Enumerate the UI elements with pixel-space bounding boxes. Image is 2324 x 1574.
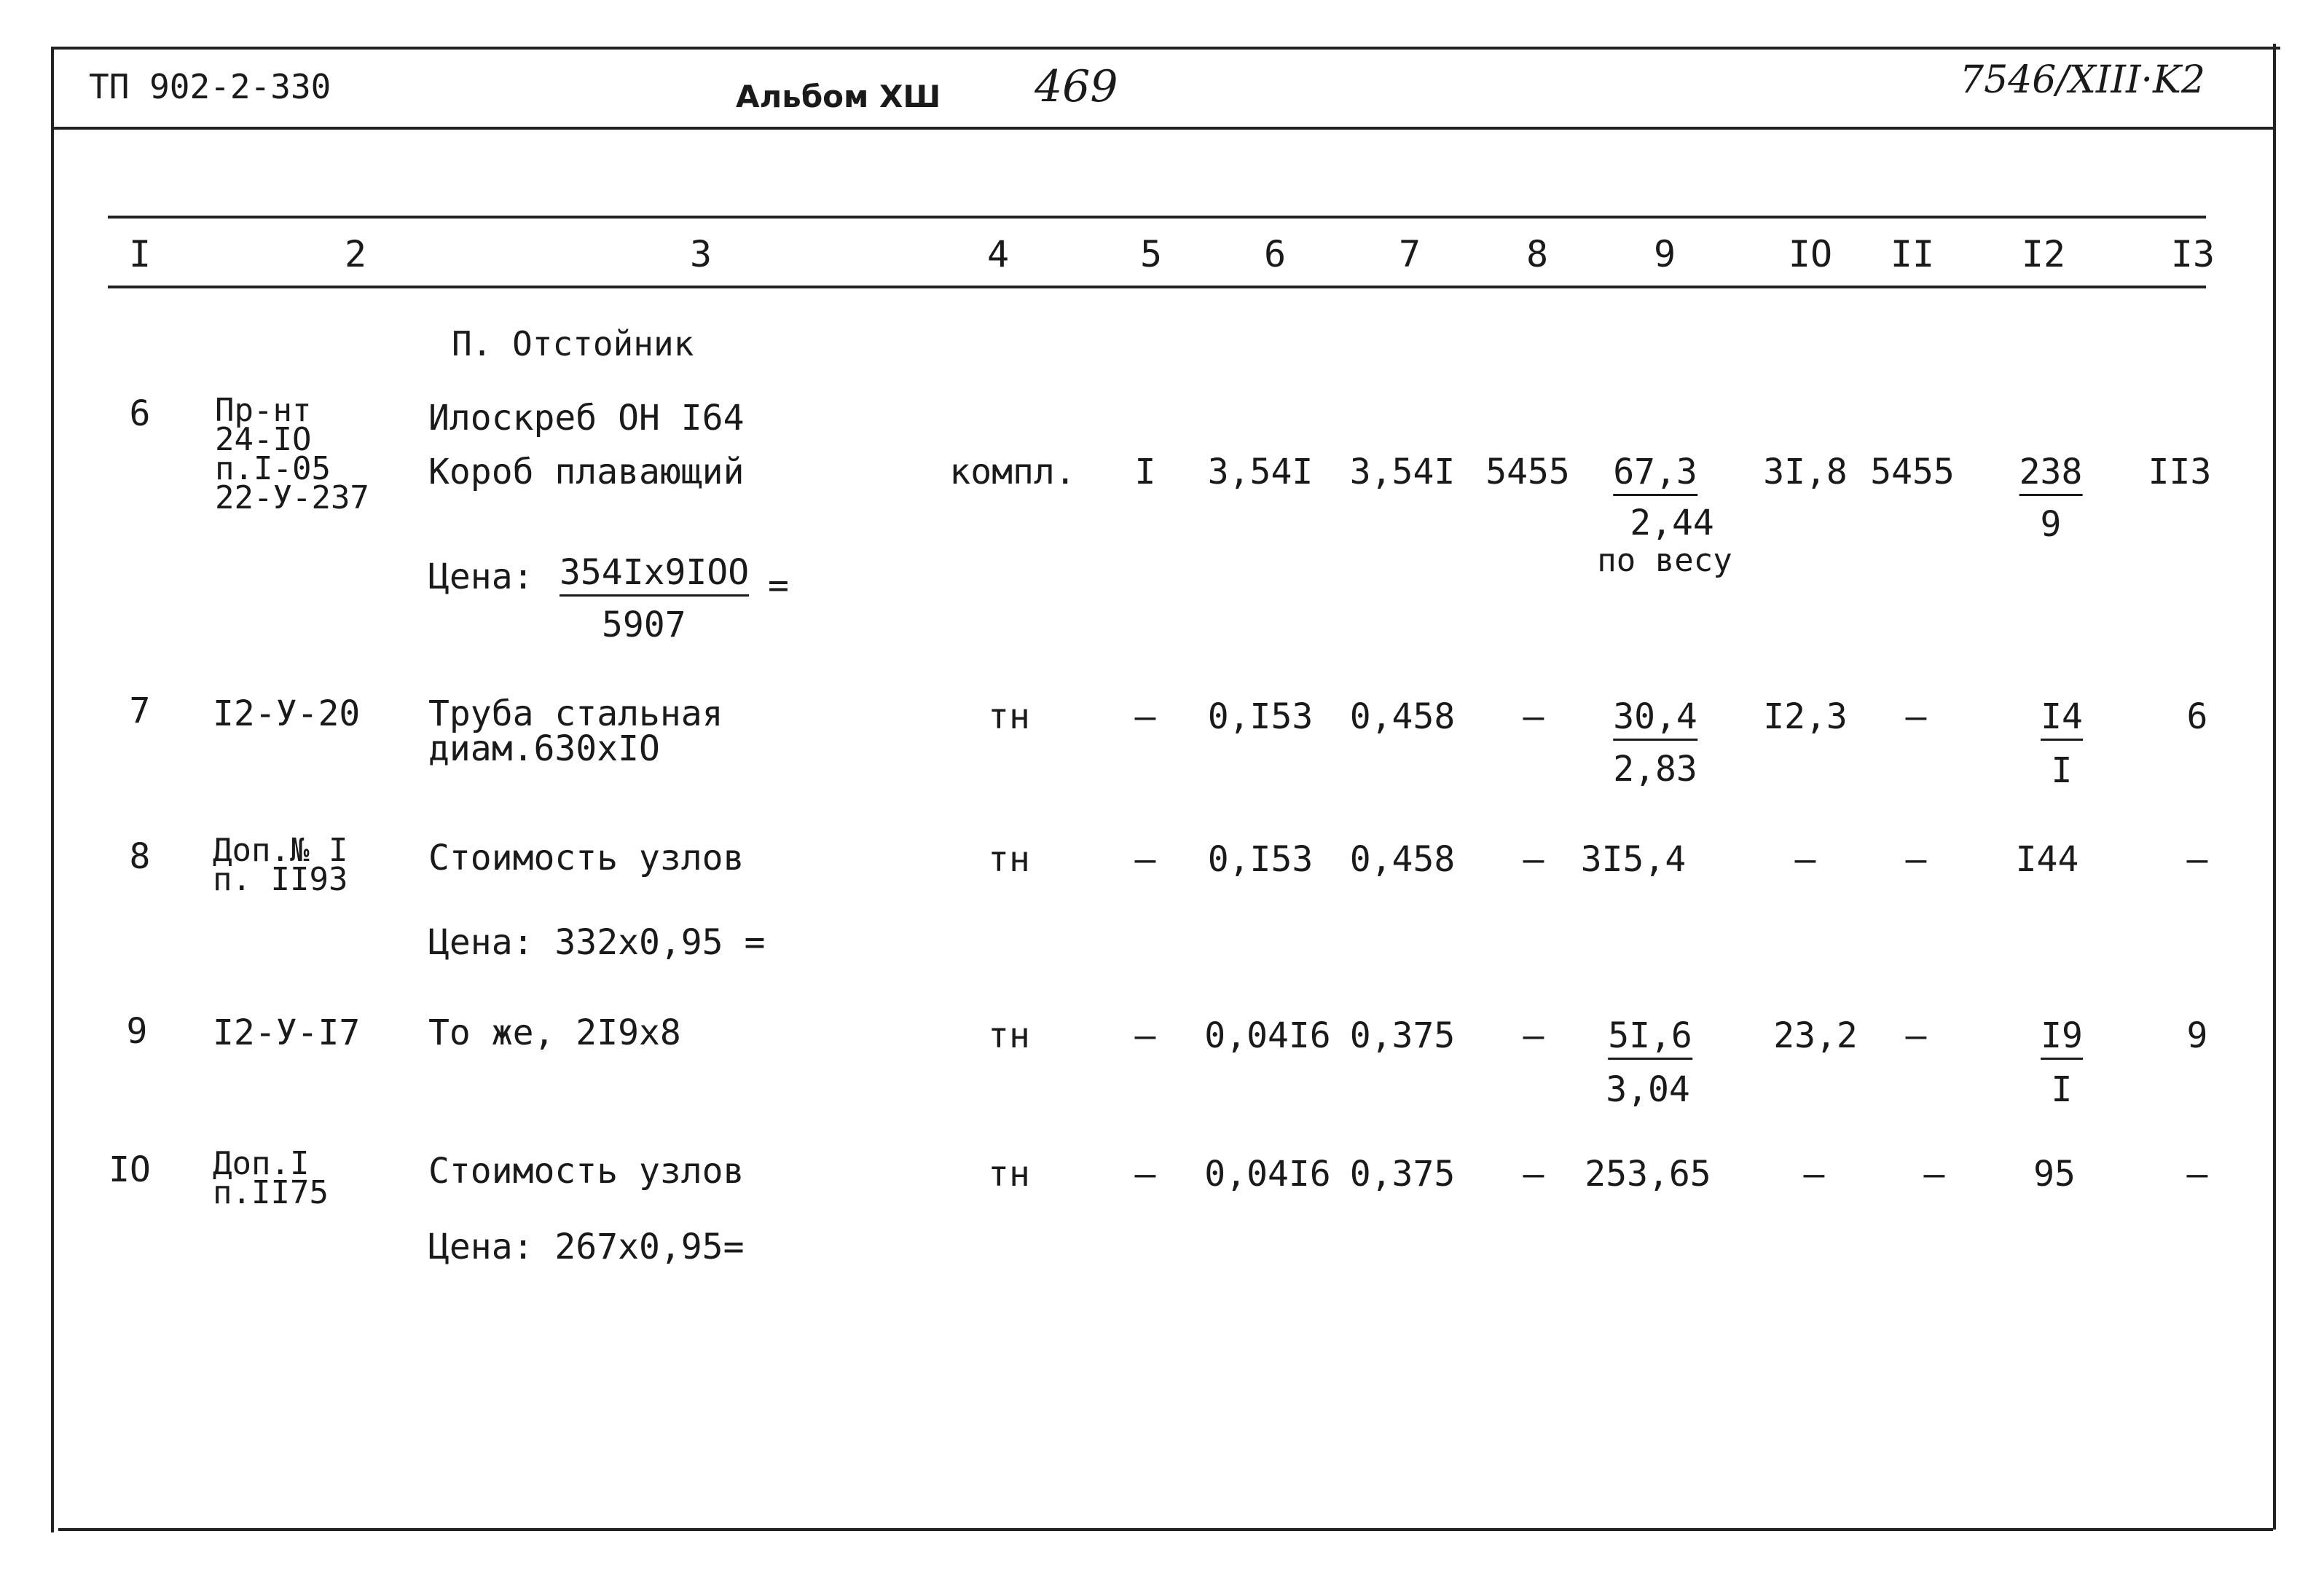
frame-left-line [51,47,54,1532]
row-c8: – [1523,839,1544,880]
document-code: ТП 902-2-330 [89,67,331,106]
row-c6: 0,04I6 [1204,1154,1331,1195]
column-number: 2 [344,233,367,275]
row-code: Пр-нт 24-IO п.I-05 22-У-237 [215,392,369,516]
row-unit: компл. [949,452,1076,492]
row-c13: 9 [2186,1015,2208,1056]
row-code: I2-У-20 [213,693,361,734]
row-unit: тн [988,1154,1030,1195]
row-c8: – [1523,1015,1544,1056]
frame-top-line [51,47,2280,50]
row-name: Илоскреб ОН I64 [428,398,745,438]
row-code: I2-У-I7 [213,1012,361,1053]
row-name: Стоимость узлов [428,1151,745,1192]
row-c7: 0,458 [1349,839,1456,880]
column-number: 8 [1526,233,1549,275]
row-c10: – [1803,1154,1825,1195]
row-c5: I [1134,452,1156,492]
row-number: 7 [129,690,151,731]
row-price-denominator: 5907 [602,605,686,645]
row-c7: 0,375 [1349,1015,1456,1056]
row-code: Доп.I п.II75 [213,1145,329,1211]
row-c11: 5455 [1870,452,1955,492]
column-number: I2 [2021,233,2066,275]
frame-bottom-line [58,1528,2273,1531]
row-c5: – [1134,696,1156,737]
row-number: IO [109,1149,151,1190]
column-number: 5 [1139,233,1163,275]
column-number: IO [1788,233,1833,275]
row-number: 6 [129,393,151,434]
row-c9-bottom: 2,44 [1630,503,1714,543]
row-c5: – [1134,1015,1156,1056]
row-c13: – [2186,1154,2208,1195]
row-c12-top: I4 [2041,696,2083,741]
row-c10: I2,3 [1763,696,1848,737]
row-c6: 3,54I [1207,452,1314,492]
row-c9-top: 67,3 [1613,452,1697,496]
row-c13: 6 [2186,696,2208,737]
row-c12: 95 [2033,1154,2076,1195]
row-c11: – [1905,1015,1927,1056]
row-c6: 0,I53 [1207,839,1314,880]
row-c11: – [1905,696,1927,737]
row-number: 8 [129,836,151,877]
table-header-rule [108,286,2206,288]
row-c9: 3I5,4 [1580,839,1687,880]
column-number: 6 [1263,233,1287,275]
row-c12-bottom: I [2051,1069,2073,1110]
row-price-suffix: = [768,565,789,606]
column-number: I [128,233,152,275]
row-c13: II3 [2148,452,2212,492]
row-c11: – [1923,1154,1945,1195]
row-c9-bottom: 3,04 [1606,1069,1690,1110]
column-number: 7 [1398,233,1421,275]
row-code: Доп.№ I п. II93 [213,832,348,898]
row-c9-top: 30,4 [1613,696,1697,741]
row-price-numerator: 354Iх9IOO [560,552,749,597]
row-unit: тн [988,1015,1030,1056]
row-c7: 0,375 [1349,1154,1456,1195]
row-c5: – [1134,1154,1156,1195]
row-number: 9 [126,1011,148,1052]
column-number: II [1890,233,1935,275]
row-c6: 0,04I6 [1204,1015,1331,1056]
album-label: Альбом ХШ [736,79,941,114]
row-c7: 0,458 [1349,696,1456,737]
row-price: Цена: 332х0,95 = [428,922,766,963]
row-unit: тн [988,696,1030,737]
row-c12: I44 [2015,839,2079,880]
section-title: П. Отстойник [452,324,694,363]
header-separator-line [54,127,2276,130]
row-c11: – [1905,839,1927,880]
row-c8: – [1523,696,1544,737]
row-name: Труба стальная [428,693,723,734]
row-c12-top: I9 [2041,1015,2083,1060]
column-number: 3 [689,233,712,275]
column-number: 9 [1653,233,1676,275]
row-name: То же, 2I9х8 [428,1012,681,1053]
column-number: 4 [986,233,1010,275]
row-c8: – [1523,1154,1544,1195]
reference-code: 7546/XIII·K2 [1960,58,2205,102]
row-c5: – [1134,839,1156,880]
row-c10: – [1794,839,1816,880]
row-price: Цена: 267х0,95= [428,1227,745,1267]
row-name: Стоимость узлов [428,838,745,878]
row-c10: 3I,8 [1763,452,1848,492]
row-c8: 5455 [1485,452,1570,492]
row-c12-bottom: 9 [2040,504,2062,545]
row-name: Короб плавающий [428,452,745,492]
table-top-rule [108,216,2206,219]
row-c10: 23,2 [1773,1015,1858,1056]
row-price-label: Цена: [428,556,534,597]
row-c9-bottom: 2,83 [1613,749,1697,790]
row-c9: 253,65 [1585,1154,1711,1195]
row-c13: – [2186,839,2208,880]
row-c6: 0,I53 [1207,696,1314,737]
row-c9-top: 5I,6 [1608,1015,1692,1060]
row-c7: 3,54I [1349,452,1456,492]
frame-right-line [2273,44,2276,1530]
page-number: 469 [1035,61,1118,112]
row-c9-note: по весу [1597,542,1732,579]
column-number: I3 [2170,233,2215,275]
row-unit: тн [988,839,1030,880]
row-c12-bottom: I [2051,750,2073,791]
row-name: диам.630хIO [428,728,660,769]
row-c12-top: 238 [2019,452,2083,496]
